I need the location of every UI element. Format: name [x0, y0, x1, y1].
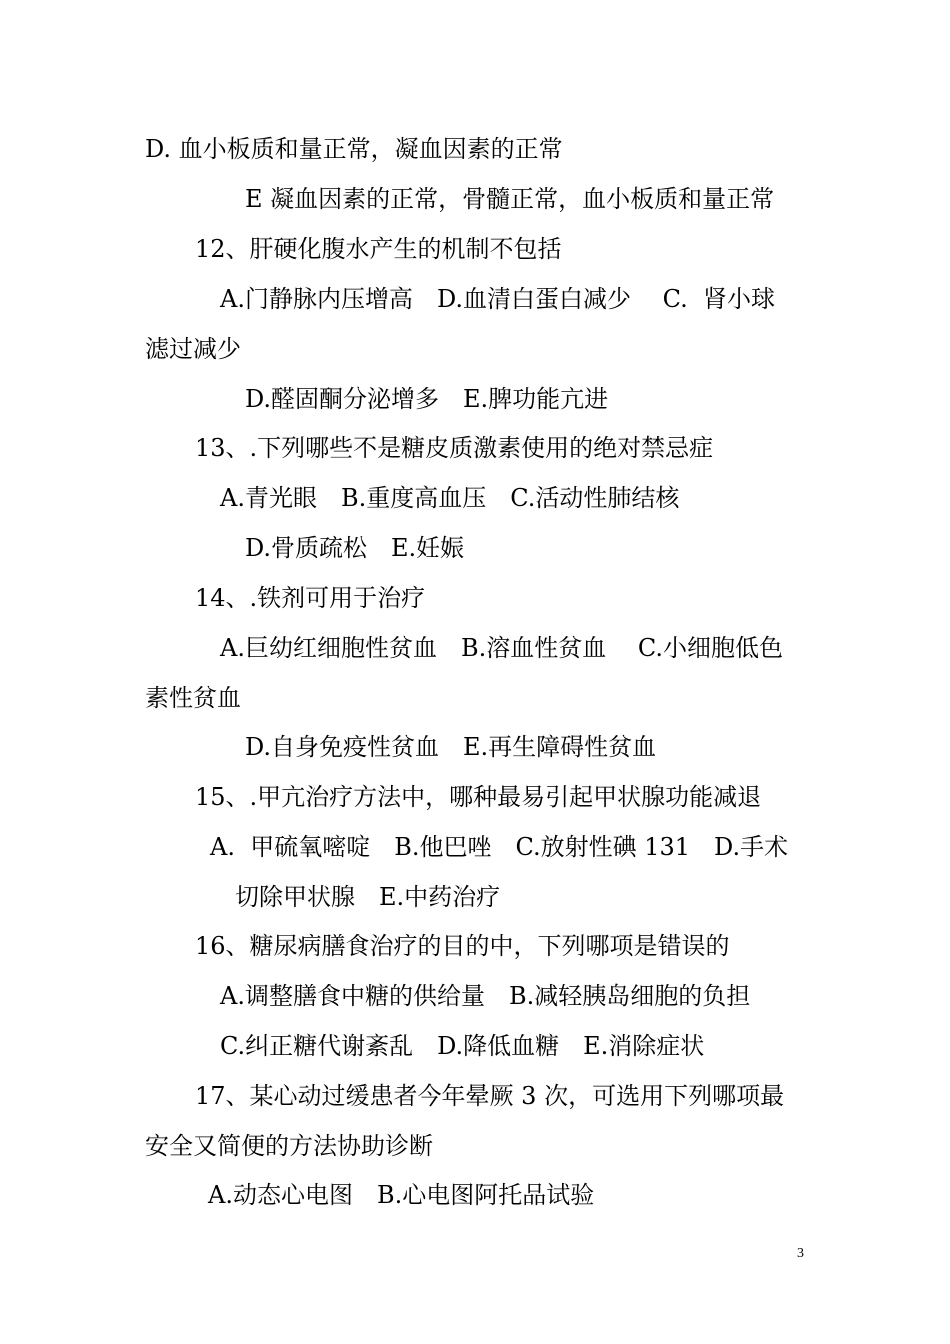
- question-14: 14、.铁剂可用于治疗: [195, 584, 426, 612]
- question-15-options: 切除甲状腺 E.中药治疗: [235, 883, 501, 911]
- question-15-options: A. 甲硫氧嘧啶 B.他巴唑 C.放射性碘 131 D.手术: [210, 833, 789, 861]
- text-line: D. 血小板质和量正常，凝血因素的正常: [145, 135, 563, 163]
- question-12-options: D.醛固酮分泌增多 E.脾功能亢进: [245, 385, 609, 413]
- text-line: E 凝血因素的正常，骨髓正常，血小板质和量正常: [245, 185, 775, 213]
- question-17: 17、某心动过缓患者今年晕厥 3 次，可选用下列哪项最: [195, 1082, 785, 1110]
- question-17: 安全又简便的方法协助诊断: [145, 1132, 433, 1160]
- question-15: 15、.甲亢治疗方法中，哪种最易引起甲状腺功能减退: [195, 783, 762, 811]
- question-16: 16、糖尿病膳食治疗的目的中，下列哪项是错误的: [195, 932, 730, 960]
- question-13: 13、.下列哪些不是糖皮质激素使用的绝对禁忌症: [195, 434, 714, 462]
- question-13-options: D.骨质疏松 E.妊娠: [245, 534, 465, 562]
- question-12-options: A.门静脉内压增高 D.血清白蛋白减少 C. 肾小球: [220, 285, 775, 313]
- question-17-options: A.动态心电图 B.心电图阿托品试验: [208, 1181, 595, 1209]
- question-12-options: 滤过减少: [145, 335, 241, 363]
- question-16-options: A.调整膳食中糖的供给量 B.减轻胰岛细胞的负担: [220, 982, 751, 1010]
- question-14-options: D.自身免疫性贫血 E.再生障碍性贫血: [245, 733, 657, 761]
- page-number: 3: [797, 1246, 804, 1261]
- question-16-options: C.纠正糖代谢紊乱 D.降低血糖 E.消除症状: [220, 1032, 705, 1060]
- question-12: 12、肝硬化腹水产生的机制不包括: [195, 235, 562, 263]
- question-13-options: A.青光眼 B.重度高血压 C.活动性肺结核: [220, 484, 680, 512]
- question-14-options: 素性贫血: [145, 684, 241, 712]
- question-14-options: A.巨幼红细胞性贫血 B.溶血性贫血 C.小细胞低色: [220, 634, 783, 662]
